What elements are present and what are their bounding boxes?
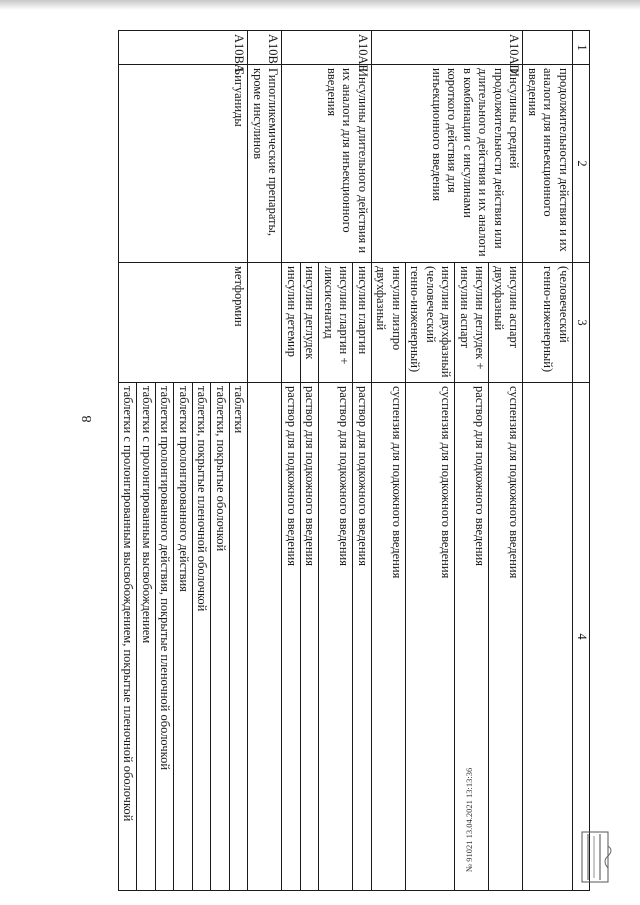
form-cell: суспензия для подкожного введения	[489, 383, 523, 891]
form-cell: таблетки, покрытые оболочкой	[211, 383, 230, 891]
form-cell: таблетки пролонгированного действия	[174, 383, 193, 891]
header-col-2: 2	[573, 65, 590, 263]
drug-cell: инсулин гларгин + ликсисенатид	[319, 263, 353, 383]
group-cell: Инсулины длительного действия и их аналоги для инъекционного введения	[282, 65, 372, 263]
form-cell: таблетки с пролонгированным высвобождением	[137, 383, 156, 891]
form-cell: таблетки с пролонгированным высвобождением, покрытые пленочной оболочкой	[119, 383, 138, 891]
form-cell: таблетки пролонгированного действия, покрытые пленочной оболочкой	[156, 383, 175, 891]
group-cell: Гипогликемические препараты, кроме инсулинов	[248, 65, 282, 263]
seal-stamp-icon	[578, 826, 616, 888]
group-cell: продолжительности действия и их аналоги для инъекционного введения	[523, 65, 573, 263]
form-cell	[248, 383, 282, 891]
scan-edge-shadow	[0, 0, 640, 10]
atc-code-cell	[523, 31, 573, 65]
atc-code-cell: A10BA	[119, 31, 249, 65]
drug-cell: инсулин деглудек	[301, 263, 320, 383]
form-cell: суспензия для подкожного введения	[372, 383, 406, 891]
drug-cell: инсулин детемир	[282, 263, 301, 383]
atc-code-cell: A10AE	[282, 31, 372, 65]
registration-stamp-text: № 91021 13.04.2021 13:13:36	[464, 767, 474, 872]
form-cell: таблетки	[230, 383, 249, 891]
form-cell: раствор для подкожного введения	[301, 383, 320, 891]
table-row	[523, 31, 573, 891]
drug-cell: инсулин аспарт двухфазный	[489, 263, 523, 383]
form-cell: таблетки, покрытые пленочной оболочкой	[193, 383, 212, 891]
form-cell: раствор для подкожного введения	[455, 383, 489, 891]
table-row	[248, 31, 282, 891]
header-col-4: 4	[573, 383, 590, 891]
atc-code-cell: A10AD	[372, 31, 524, 65]
table-header-row	[573, 31, 590, 891]
table-row	[230, 31, 249, 891]
page-number: 8	[80, 415, 95, 423]
group-cell: Инсулины средней продолжительности действия или длительного действия и их аналоги в комбинации с инсулинами короткого действия для инъекционного введения	[372, 65, 524, 263]
form-cell: раствор для подкожного введения	[282, 383, 301, 891]
drug-cell: инсулин гларгин	[353, 263, 372, 383]
group-cell: Бигуаниды	[119, 65, 249, 263]
drug-cell: инсулин деглудек + инсулин аспарт	[455, 263, 489, 383]
drug-cell	[248, 263, 282, 383]
form-cell: раствор для подкожного введения	[319, 383, 353, 891]
header-col-1: 1	[573, 31, 590, 65]
drug-cell: метформин	[119, 263, 249, 383]
form-cell: раствор для подкожного введения	[353, 383, 372, 891]
form-cell	[523, 383, 573, 891]
drug-cell: инсулин двухфазный (человеческий генно-инженерный)	[406, 263, 456, 383]
drug-list-table	[118, 30, 590, 891]
table-row	[353, 31, 372, 891]
drug-cell: (человеческий генно-инженерный)	[523, 263, 573, 383]
atc-code-cell: A10B	[248, 31, 282, 65]
drug-cell: инсулин лизпро двухфазный	[372, 263, 406, 383]
table-row	[489, 31, 523, 891]
header-col-3: 3	[573, 263, 590, 383]
rotated-table-container	[75, 30, 590, 890]
form-cell: суспензия для подкожного введения	[406, 383, 456, 891]
